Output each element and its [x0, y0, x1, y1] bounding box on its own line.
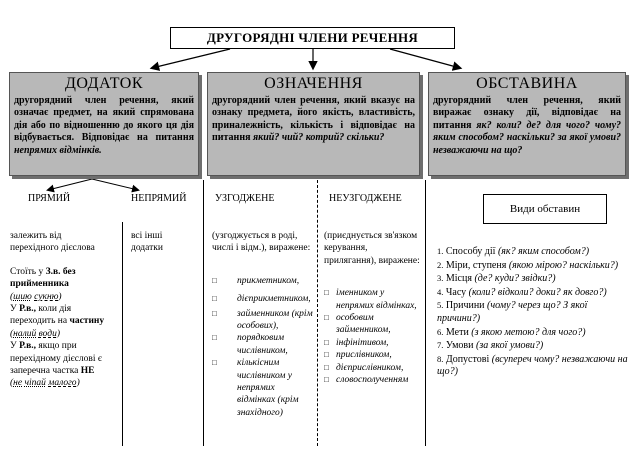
list-neuzgodzhene	[324, 287, 422, 386]
list-item: □ іменником у непрямих відмінках,	[324, 287, 422, 312]
list-item: 6. Мети (з якою метою? для чого?)	[437, 326, 586, 338]
desc-obstavyna: другорядний член речення, який виражає ознаку дії, відповідає на питання як? коли? де? для чого? чому? яким способом? наскільки? за якої умови? незважаючи на що?	[433, 95, 622, 156]
list-item: □ прикметником,	[212, 275, 314, 287]
list-uzgodzhene	[212, 275, 314, 419]
text-uzgodzhene: (узгоджується в роді, числі і відм.), виражене: □ прикметником, □ дієприкметником, □ займенником (крім особових), □ порядковим числівником, □ кількісним числівником у непрямих відмінках (крім знахідного)	[212, 230, 314, 419]
divider-oznach-middle	[317, 180, 318, 446]
list-item: 2. Міри, ступеня (якою мірою? наскільки?)	[437, 259, 619, 271]
heading-dodatok: ДОДАТОК	[64, 75, 144, 92]
box-vydy-obstavyn: Види обставин	[483, 194, 607, 224]
heading-oznachennia: ОЗНАЧЕННЯ	[264, 75, 363, 92]
list-vydy-obstavyn	[437, 245, 629, 379]
label-pryamyi: ПРЯМИЙ	[28, 193, 71, 204]
list-item: 4. Часу (коли? відколи? доки? як довго?)	[437, 286, 607, 298]
desc-oznachennia: другорядний член речення, який вказує на ознаку предмета, його якість, властивість, приналежність, кількість і відповідає на питання який? чий? котрий? скільки?	[212, 95, 415, 144]
divider-oznach-right	[425, 180, 426, 446]
diagram-title: ДРУГОРЯДНІ ЧЛЕНИ РЕЧЕННЯ	[170, 27, 455, 49]
text-neuzgodzhene: (приєднується зв'язком керування, прилягання), виражене: □ іменником у непрямих відмінках, □ особовим займенником, □ інфінітивом, □ прислівником, □ дієприслівником, □ словосполученням	[324, 230, 422, 386]
list-item: 7. Умови (за якої умови?)	[437, 340, 544, 352]
desc-dodatok: другорядний член речення, який означає предмет, на який спрямована дія або по відношенню до якого ця дія відбувається. Відповідає на питання непрямих відмінків.	[14, 95, 194, 156]
arrow-to-obstavyna	[390, 49, 460, 68]
list-item: 3. Місця (де? куди? звідки?)	[437, 273, 556, 285]
label-uzgodzhene: УЗГОДЖЕНЕ	[215, 193, 275, 204]
divider-dodatok	[122, 222, 123, 446]
label-nepryamyi: НЕПРЯМИЙ	[131, 193, 187, 204]
list-item: □ інфінітивом,	[324, 337, 422, 349]
list-item: □ займенником (крім особових),	[212, 308, 314, 333]
heading-obstavyna: ОБСТАВИНА	[476, 75, 578, 92]
list-item: □ порядковим числівником,	[212, 332, 314, 357]
list-item: □ словосполученням	[324, 374, 422, 386]
list-item: 1. Способу дії (як? яким способом?)	[437, 246, 590, 257]
arrow-to-pryamyi	[48, 179, 92, 190]
list-item: □ дієприкметником,	[212, 293, 314, 305]
list-item: □ особовим займенником,	[324, 312, 422, 337]
text-nepryamyi: всі інші додатки	[131, 231, 163, 254]
list-item: □ прислівником,	[324, 349, 422, 361]
divider-oznach-left	[203, 180, 204, 446]
label-neuzgodzhene: НЕУЗГОДЖЕНЕ	[329, 193, 402, 204]
list-item: 5. Причини (чому? через що? З якої причини?)	[437, 300, 588, 324]
text-pryamyi: залежить від перехідного дієслова Стоїть у З.в. без прийменника (шию сукню) У Р.в., коли дія переходить на частину (налий води) У Р.в., якщо при перехідному дієслові є заперечна частка НЕ (не чіпай малого)	[10, 231, 105, 389]
list-item: □ дієприслівником,	[324, 362, 422, 374]
panel-oznachennia	[207, 72, 420, 176]
panel-obstavyna	[428, 72, 626, 176]
arrow-to-nepryamyi	[92, 179, 138, 190]
list-item: □ кількісним числівником у непрямих відмінках (крім знахідного)	[212, 357, 314, 419]
panel-dodatok	[9, 72, 199, 176]
list-item: 8. Допустові (всупереч чому? незважаючи на що?)	[437, 353, 628, 378]
arrow-to-dodatok	[152, 49, 230, 68]
